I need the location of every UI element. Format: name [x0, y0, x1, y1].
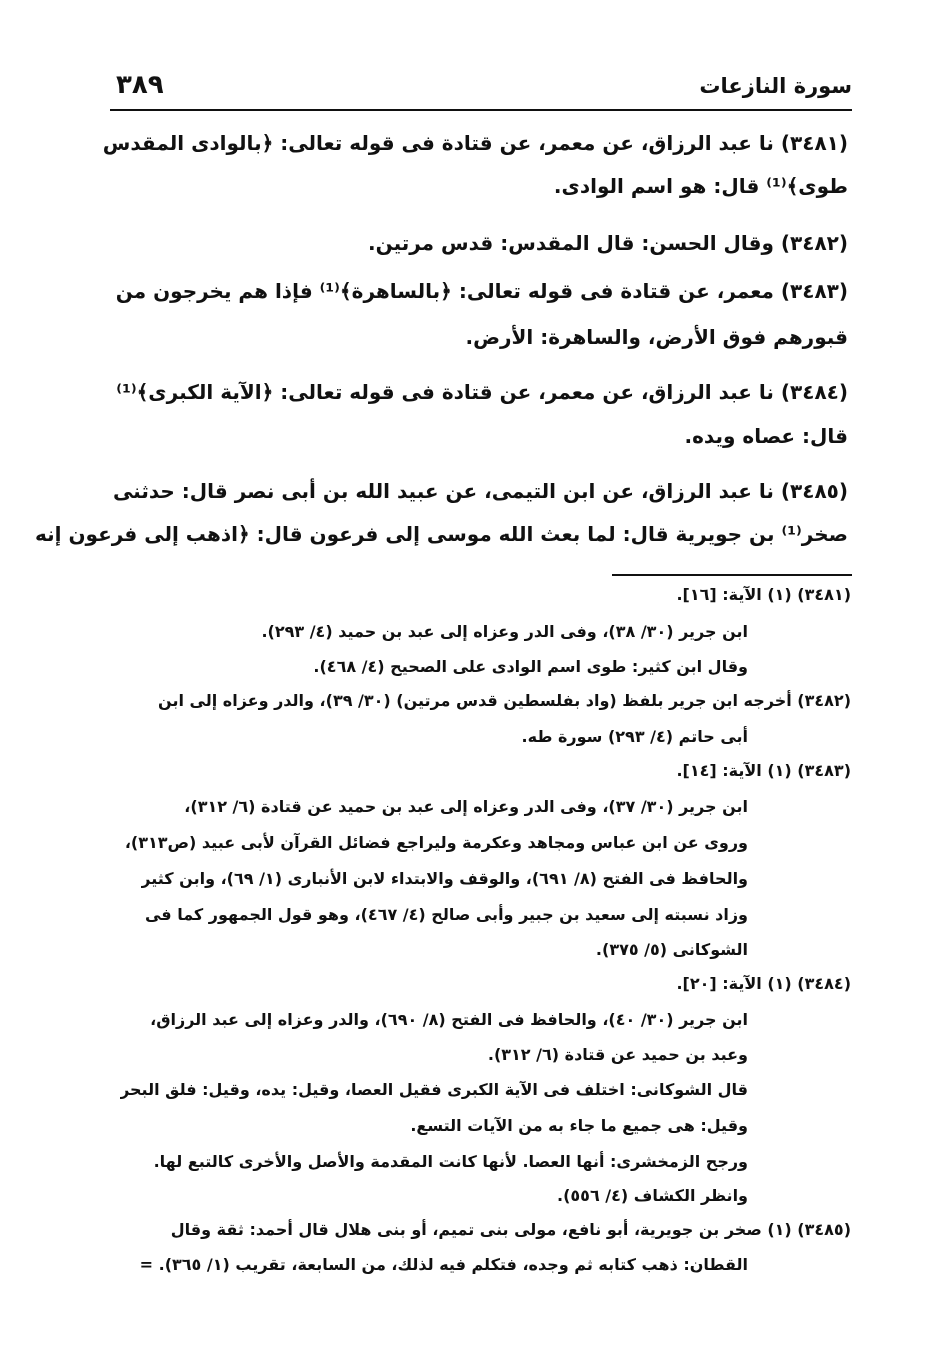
main-line: (٣٤٨٣) معمر، عن قتادة فى قوله تعالى: ﴿بالساهرة﴾⁽¹⁾ فإذا هم يخرجون من [115, 279, 848, 303]
footnote-line: ابن جرير (٣٠/ ٣٨)، وفى الدر وعزاه إلى عبد بن حميد (٤/ ٢٩٣). [261, 622, 748, 641]
main-line: طوى﴾⁽¹⁾ قال: هو اسم الوادى. [553, 174, 848, 198]
footnote-line: وروى عن ابن عباس ومجاهد وعكرمة وليراجع فضائل القرآن لأبى عبيد (ص٣١٣)، [124, 833, 748, 852]
header-rule [110, 109, 852, 111]
sura-title: سورة النازعات [699, 74, 852, 98]
footnote-line: ابن جرير (٣٠/ ٤٠)، والحافظ فى الفتح (٨/ ٦٩٠)، والدر وعزاه إلى عبد الرزاق، [150, 1010, 748, 1029]
footnote-line: وقيل: هى جميع ما جاء به من الآيات التسع. [410, 1116, 748, 1135]
footnote-line: (٣٤٨١) (١) الآية: [١٦]. [676, 585, 851, 604]
main-line: (٣٤٨٤) نا عبد الرزاق، عن معمر، عن قتادة فى قوله تعالى: ﴿الآية الكبرى﴾⁽¹⁾ [116, 380, 848, 404]
footnote-line: القطان: ذهب كتابه ثم وجده، فتكلم فيه لذلك، من السابعة، تقريب (١/ ٣٦٥). = [139, 1255, 748, 1274]
footnote-line: وعبد بن حميد عن قتادة (٦/ ٣١٢). [487, 1045, 748, 1064]
footnote-line: (٣٤٨٤) (١) الآية: [٢٠]. [676, 974, 851, 993]
main-line: (٣٤٨٥) نا عبد الرزاق، عن ابن التيمى، عن عبيد الله بن أبى نصر قال: حدثنى [112, 479, 848, 503]
footnote-line: (٣٤٨٣) (١) الآية: [١٤]. [676, 761, 851, 780]
main-line: صخر⁽¹⁾ بن جويرية قال: لما بعث الله موسى إلى فرعون قال: ﴿اذهب إلى فرعون إنه [35, 522, 848, 546]
main-line: (٣٤٨٢) وقال الحسن: قال المقدس: قدس مرتين. [367, 231, 848, 255]
footnote-line: (٣٤٨٢) أخرجه ابن جرير بلفظ (واد بفلسطين قدس مرتين) (٣٠/ ٣٩)، والدر وعزاه إلى ابن [158, 691, 851, 710]
footnote-line: أبى حاتم (٤/ ٢٩٣) سورة طه. [521, 727, 748, 746]
footnote-line: (٣٤٨٥) (١) صخر بن جويرية، أبو نافع، مولى بنى تميم، أو بنى هلال قال أحمد: ثقة وقال [170, 1220, 851, 1239]
footnote-line: وقال ابن كثير: طوى اسم الوادى على الصحيح (٤/ ٤٦٨). [313, 657, 748, 676]
footnote-line: قال الشوكانى: اختلف فى الآية الكبرى فقيل العصا، وقيل: يده، وقيل: فلق البحر [120, 1080, 748, 1099]
footnote-line: وانظر الكشاف (٤/ ٥٥٦). [557, 1186, 748, 1205]
footnote-line: ورجح الزمخشرى: أنها العصا. لأنها كانت المقدمة والأصل والأخرى كالتبع لها. [153, 1152, 748, 1171]
footnote-line: والحافظ فى الفتح (٨/ ٦٩١)، والوقف والابتداء لابن الأنبارى (١/ ٦٩)، وابن كثير [141, 869, 748, 888]
footnote-line: وزاد نسبته إلى سعيد بن جبير وأبى صالح (٤/ ٤٦٧)، وهو قول الجمهور كما فى [144, 905, 748, 924]
footnote-line: الشوكانى (٥/ ٣٧٥). [595, 940, 748, 959]
page-number: ٣٨٩ [116, 70, 164, 100]
footnote-line: ابن جرير (٣٠/ ٣٧)، وفى الدر وعزاه إلى عبد بن حميد عن قتادة (٦/ ٣١٢)، [184, 797, 748, 816]
running-header [110, 66, 852, 110]
main-line: قبورهم فوق الأرض، والساهرة: الأرض. [465, 325, 848, 349]
main-line: قال: عصاه ويده. [684, 424, 848, 448]
main-line: (٣٤٨١) نا عبد الرزاق، عن معمر، عن قتادة فى قوله تعالى: ﴿بالوادى المقدس [102, 131, 848, 155]
footnote-rule [612, 574, 852, 576]
